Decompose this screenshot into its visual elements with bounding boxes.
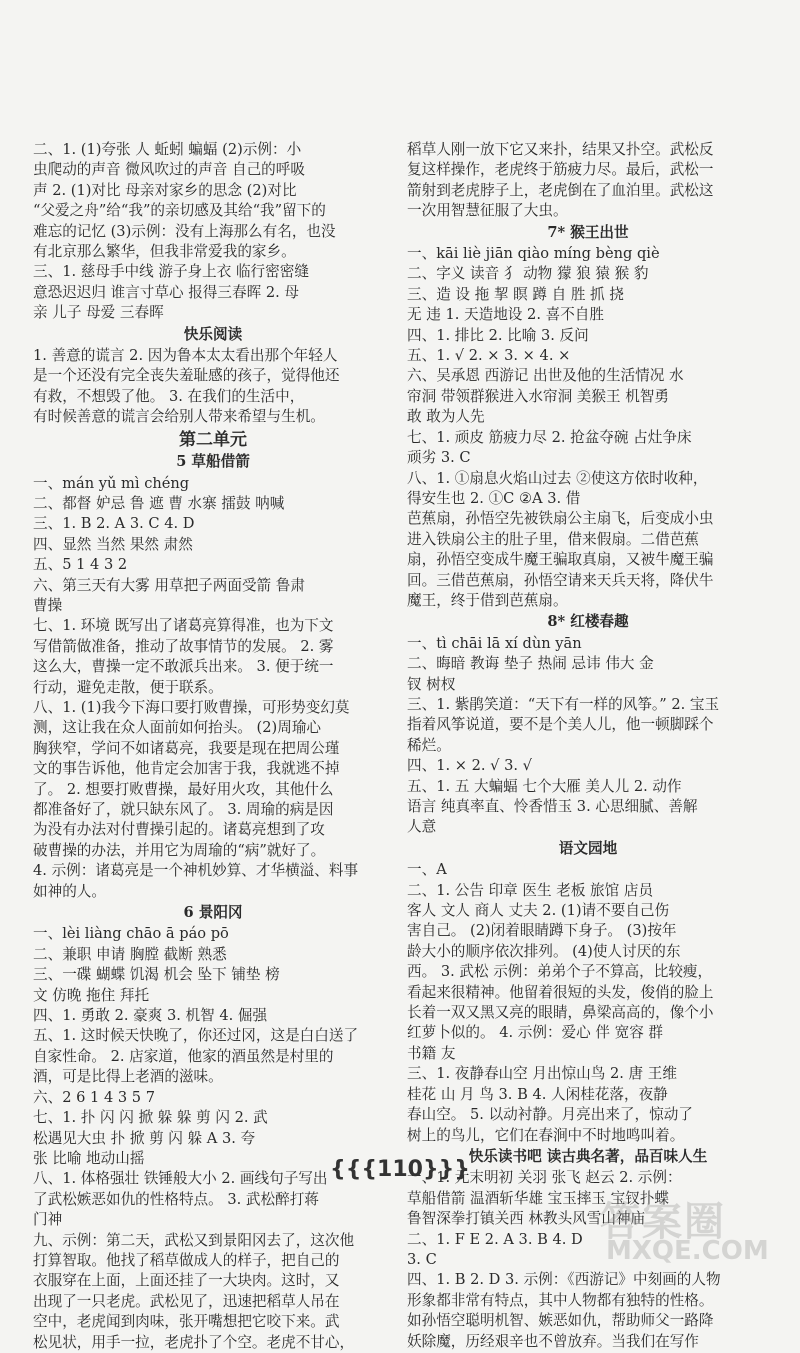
answer-line: 长着一双又黑又亮的眼睛，鼻梁高高的，像个小 [407, 1004, 714, 1022]
answer-line: 芭蕉扇，孙悟空先被铁扇公主扇飞，后变成小虫 [407, 510, 714, 528]
answer-line: 书籍 友 [407, 1044, 456, 1062]
answer-line: 行动，避免走散，便于联系。 [33, 678, 223, 696]
answer-line: 无 违 1. 天造地设 2. 喜不自胜 [407, 306, 604, 324]
answer-line: 草船借箭 温酒斩华雄 宝玉摔玉 宝钗扑蝶 [407, 1189, 670, 1207]
answer-line: 了武松嫉恶如仇的性格特点。 3. 武松醉打蒋 [33, 1190, 319, 1208]
answer-line: 声 2. (1)对比 母亲对家乡的思念 (2)对比 [33, 181, 297, 199]
answer-line: 春山空。 5. 以动衬静。月亮出来了，惊动了 [407, 1106, 693, 1124]
section-heading: 5 草船借箭 [176, 453, 250, 471]
answer-line: 一、kāi liè jiān qiào míng bèng qiè [407, 245, 660, 263]
answer-line: 语言 纯真率直、怜香惜玉 3. 心思细腻、善解 [407, 798, 698, 815]
answer-line: 三、造 设 拖 挈 瞑 蹲 自 胜 抓 挠 [407, 285, 624, 303]
section-heading: 6 景阳冈 [183, 904, 243, 922]
answer-line: 五、1. 这时候天快晚了，你还过冈，这是白白送了 [33, 1027, 359, 1045]
section-heading: 8* 红楼春趣 [547, 613, 629, 631]
answer-line: 3. C [407, 1250, 437, 1268]
answer-line: 回。三借芭蕉扇，孙悟空请来天兵天将，降伏牛 [407, 571, 714, 589]
answer-line: 七、1. 顽皮 筋疲力尽 2. 抢盆夺碗 占灶争床 [407, 428, 692, 446]
answer-line: 二、1. 公告 印章 医生 老板 旅馆 店员 [407, 881, 654, 899]
answer-line: 为没有办法对付曹操引起的。诸葛亮想到了攻 [33, 821, 325, 839]
answer-line: 六、第三天有大雾 用草把子两面受箭 鲁肃 [33, 576, 305, 594]
answer-line: 衣服穿在上面，上面还挂了一大块肉。这时，又 [33, 1272, 340, 1290]
answer-line: 了。 2. 想要打败曹操，最好用火攻，其他什么 [33, 780, 334, 798]
section-heading: 第二单元 [179, 429, 247, 450]
answer-line: 有救，不想毁了他。 3. 在我们的生活中， [33, 387, 305, 405]
answer-line: 八、1. 体格强壮 铁锤般大小 2. 画线句子写出 [33, 1170, 328, 1188]
answer-line: 二、字义 读音 犭 动物 獴 狼 猿 猴 豹 [407, 265, 649, 283]
answer-line: “父爱之舟”给“我”的亲切感及其给“我”留下的 [33, 202, 326, 220]
section-heading: 快乐读书吧 读古典名著，品百味人生 [468, 1147, 708, 1165]
watermark-logo [600, 1190, 770, 1268]
answer-line: 五、1. 五 大蝙蝠 七个大雁 美人儿 2. 动作 [407, 777, 682, 795]
answer-line: 二、1. (1)夸张 人 蚯蚓 蝙蝠 (2)示例：小 [33, 141, 302, 158]
answer-line: 七、1. 扑 闪 闪 掀 躲 躲 剪 闪 2. 武 [33, 1109, 268, 1127]
answer-line: 五、5 1 4 3 2 [33, 556, 128, 574]
answer-line: 稀烂。 [407, 736, 451, 754]
answer-line: 帘洞 带领群猴进入水帘洞 美猴王 机智勇 [407, 387, 670, 405]
answer-line: 四、1. B 2. D 3. 示例：《西游记》中刻画的人物 [407, 1271, 721, 1289]
page-number: {{{110}}} [330, 1157, 470, 1182]
answer-line: 三、1. 慈母手中线 游子身上衣 临行密密缝 [33, 263, 309, 281]
answer-line: 四、显然 当然 果然 肃然 [33, 535, 193, 553]
answer-line: 复这样操作，老虎终于筋疲力尽。最后，武松一 [407, 161, 714, 179]
answer-line: 敢 敢为人先 [407, 408, 485, 426]
answer-line: 松遇见大虫 扑 掀 剪 闪 躲 A 3. 夸 [33, 1129, 256, 1147]
answer-line: 形象都非常有特点，其中人物都有独特的性格。 [407, 1291, 714, 1309]
answer-line: 二、晦暗 教诲 垫子 热闹 忌讳 伟大 金 [407, 655, 654, 673]
answer-line: 曹操 [33, 596, 63, 614]
answer-line: 四、1. 排比 2. 比喻 3. 反问 [407, 326, 589, 344]
answer-line: 魔王，终于借到芭蕉扇。 [407, 591, 568, 609]
answer-line: 一、1. 元末明初 关羽 张飞 赵云 2. 示例： [407, 1169, 682, 1187]
answer-line: 如孙悟空聪明机智、嫉恶如仇，帮助师父一路降 [407, 1312, 714, 1330]
answer-line: 一、lèi liàng chāo ā páo pō [33, 925, 229, 943]
answer-line: 三、一碟 蝴蝶 饥渴 机会 坠下 铺垫 榜 [33, 966, 280, 984]
answer-line: 有时候善意的谎言会给别人带来希望与生机。 [33, 408, 325, 426]
answer-line: 指着风筝说道，要不是个美人儿，他一顿脚踩个 [407, 716, 714, 734]
answer-line: 客人 文人 商人 丈夫 2. (1)请不要自己伤 [407, 902, 670, 920]
answer-line: 桂花 山 月 鸟 3. B 4. 人闲桂花落，夜静 [407, 1085, 668, 1103]
answer-line: 二、都督 妒忌 鲁 遮 曹 水寨 擂鼓 呐喊 [33, 494, 285, 512]
section-heading: 快乐阅读 [183, 325, 243, 343]
answer-line: 打算智取。他找了稻草做成人的样子，把自己的 [33, 1251, 340, 1269]
answer-line: 一、mán yǔ mì chéng [33, 474, 190, 492]
answer-line: 松见状，用手一拉，老虎扑了个空。老虎不甘心， [33, 1333, 355, 1351]
answer-line: 一次用智慧征服了大虫。 [407, 202, 568, 220]
answer-line: 害自己。 (2)闭着眼睛蹲下身子。 (3)按年 [407, 922, 677, 940]
answer-line: 箭射到老虎脖子上，老虎倒在了血泊里。武松这 [407, 181, 714, 199]
answer-line: 树上的鸟儿，它们在春涧中不时地鸣叫着。 [407, 1126, 685, 1144]
answer-line: 三、1. 紫鹃笑道：“天下有一样的风筝。” 2. 宝玉 [407, 695, 720, 713]
answer-line: 妖除魔，历经艰辛也不曾放弃。当我们在写作 [407, 1332, 699, 1350]
answer-line: 1. 善意的谎言 2. 因为鲁本太太看出那个年轻人 [33, 347, 338, 365]
answer-line: 自家性命。 2. 店家道，他家的酒虽然是村里的 [33, 1047, 334, 1065]
answer-line: 三、1. 夜静春山空 月出惊山鸟 2. 唐 王维 [407, 1065, 677, 1083]
answer-line: 一、A [407, 861, 447, 879]
answer-line: 红萝卜似的。 4. 示例：爱心 伴 宽容 群 [407, 1024, 664, 1042]
answer-line: 是一个还没有完全丧失羞耻感的孩子，觉得他还 [33, 367, 340, 385]
answer-line: 破曹操的办法，并用它为周瑜的“病”就好了。 [33, 841, 326, 859]
answer-line: 文 仿晚 拖住 拜托 [33, 986, 150, 1004]
answer-line: 测，这让我在众人面前如何抬头。 (2)周瑜心 [33, 719, 322, 737]
answer-line: 五、1. √ 2. × 3. × 4. × [407, 347, 571, 365]
answer-line: 八、1. (1)我今下海口要打败曹操，可形势变幻莫 [33, 698, 350, 716]
answer-line: 二、兼职 申请 胸膛 截断 熟悉 [33, 945, 227, 963]
answer-line: 二、1. F E 2. A 3. B 4. D [407, 1230, 583, 1248]
answer-line: 九、示例：第二天，武松又到景阳冈去了，这次他 [33, 1231, 355, 1249]
answer-line: 都准备好了，就只缺东风了。 3. 周瑜的病是因 [33, 801, 334, 818]
answer-line: 写借箭做准备，推动了故事情节的发展。 2. 雾 [33, 637, 334, 655]
answer-line: 西。 3. 武松 示例：弟弟个子不算高，比较瘦， [407, 963, 713, 981]
watermark-url: MXQE.COM [606, 1236, 769, 1266]
answer-line: 空中，老虎闻到肉味，张开嘴想把它咬下来。武 [33, 1313, 340, 1331]
answer-line: 四、1. 勇敢 2. 豪爽 3. 机智 4. 倔强 [33, 1007, 268, 1025]
answer-line: 得安生也 2. ①C ②A 3. 借 [407, 489, 581, 507]
answer-line: 四、1. × 2. √ 3. √ [407, 757, 532, 775]
answer-line: 张 比喻 地动山摇 [33, 1149, 145, 1167]
answer-line: 钗 树杈 [407, 675, 456, 693]
answer-line: 人意 [407, 818, 437, 836]
answer-line: 如神的人。 [33, 882, 106, 900]
answer-line: 亲 儿子 母爱 三春晖 [33, 304, 164, 322]
answer-line: 酒，可是比得上老酒的滋味。 [33, 1068, 223, 1086]
answer-line: 扇，孙悟空变成牛魔王骗取真扇，又被牛魔王骗 [407, 551, 714, 569]
answer-line: 虫爬动的声音 微风吹过的声音 自己的呼吸 [33, 161, 305, 179]
answer-line: 龄大小的顺序依次排列。 (4)使人讨厌的东 [407, 942, 681, 960]
answer-line: 六、2 6 1 4 3 5 7 [33, 1088, 156, 1106]
answer-line: 一、tì chāi lā xí dùn yān [407, 634, 582, 652]
section-heading: 语文园地 [558, 839, 618, 857]
answer-line: 三、1. B 2. A 3. C 4. D [33, 515, 195, 533]
section-heading: 7* 猴王出世 [547, 223, 629, 241]
answer-line: 胸狭窄，学问不如诸葛亮，我要是现在把周公瑾 [33, 739, 340, 757]
answer-line: 顽劣 3. C [407, 449, 471, 467]
answer-line: 稻草人刚一放下它又来扑，结果又扑空。武松反 [407, 141, 714, 158]
answer-line: 八、1. ①扇息火焰山过去 ②使这方依时收种， [407, 469, 708, 487]
answer-line: 六、吴承恩 西游记 出世及他的生活情况 水 [407, 367, 684, 385]
answer-line: 难忘的记忆 (3)示例：没有上海那么有名，也没 [33, 222, 336, 240]
answer-line: 意恐迟迟归 谁言寸草心 报得三春晖 2. 母 [33, 283, 299, 301]
answer-line: 有北京那么繁华，但我非常爱我的家乡。 [33, 243, 296, 261]
answer-line: 文的事告诉他，他肯定会加害于我，我就逃不掉 [33, 760, 340, 778]
answer-line: 看起来很精神。他留着很短的头发，俊俏的脸上 [407, 983, 714, 1001]
answer-line: 这么大，曹操一定不敢派兵出来。 3. 便于统一 [33, 658, 334, 676]
answer-line: 出现了一只老虎。武松见了，迅速把稻草人吊在 [33, 1292, 340, 1310]
answer-line: 进入铁扇公主的肚子里，借来假扇。二借芭蕉 [407, 530, 699, 548]
watermark-title: 答案圈 [600, 1199, 726, 1245]
answer-line: 4. 示例：诸葛亮是一个神机妙算、才华横溢、料事 [33, 862, 359, 880]
answer-line: 七、1. 环境 既写出了诸葛亮算得准，也为下文 [33, 617, 334, 635]
answer-line: 鲁智深拳打镇关西 林教头风雪山神庙 [407, 1210, 646, 1228]
answer-line: 门神 [33, 1211, 63, 1229]
